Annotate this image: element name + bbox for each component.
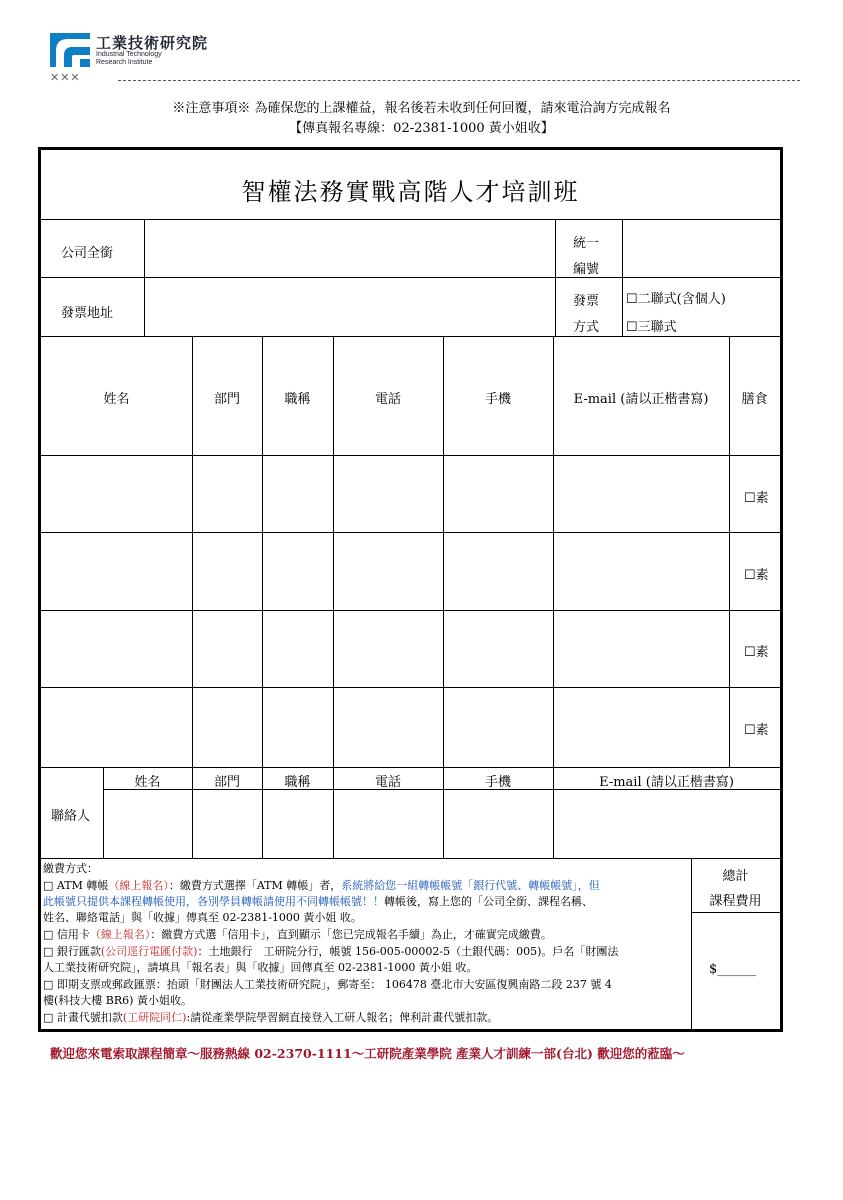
invoice-option-three-part[interactable]: ☐三聯式 (626, 320, 677, 335)
org-name: 工業技術研究院 (96, 34, 209, 52)
payment-atm-text: ：繳費方式選擇「ATM 轉帳」者， (168, 879, 342, 892)
meal-vegetarian-checkbox[interactable]: ☐素 (744, 491, 769, 506)
invoice-type-label-1: 發票 (573, 294, 600, 309)
row-divider (41, 767, 780, 768)
payment-atm-online: （線上報名） (108, 879, 169, 892)
payment-credit-label: □ 信用卡 (43, 928, 90, 941)
payment-bank-line (43, 945, 618, 959)
form-title: 智權法務實戰高階人才培訓班 (241, 178, 580, 206)
fax-line: 【傳真報名專線：02-2381-1000 黃小姐收】 (289, 121, 554, 136)
tax-id-label-2: 編號 (573, 262, 600, 277)
org-name-en-line1: Industrial Technology (96, 51, 162, 58)
payment-credit-text: ：繳費方式選「信用卡」，直到顯示「您已完成報名手續」為止，才確實完成繳費。 (150, 928, 552, 941)
contact-col-mobile: 手機 (484, 775, 511, 790)
row-divider (41, 610, 780, 611)
payment-project-label: □ 計畫代號扣款 (43, 1011, 123, 1024)
col-header-dept: 部門 (213, 392, 240, 407)
tax-id-label-1: 統一 (573, 236, 600, 251)
row-divider (41, 455, 780, 456)
row-divider (41, 687, 780, 688)
total-amount-field[interactable]: $______ (709, 962, 757, 977)
footer-text: 歡迎您來電索取課程簡章～服務熱線 02-2370-1111～工研院產業學院 產業人才訓練一部(台北) 歡迎您的蒞臨～ (50, 1046, 685, 1061)
payment-project-line (43, 1011, 498, 1025)
total-label-1: 總計 (722, 869, 749, 884)
payment-project-note: (工研院同仁) (122, 1011, 187, 1024)
payment-check-line-2: 樓(科技大樓 BR6) 黃小姐收。 (43, 994, 192, 1007)
invoice-option-two-part[interactable]: ☐二聯式(含個人) (626, 292, 726, 307)
payment-heading: 繳費方式： (43, 862, 98, 875)
payment-atm-line (43, 879, 600, 893)
col-divider (144, 219, 145, 337)
org-name-en-line2: Research Institute (96, 59, 153, 66)
contact-col-email: E-mail (請以正楷書寫) (599, 775, 734, 790)
payment-atm-text-2: 轉帳後，寫上您的「公司全銜、課程名稱、 (384, 895, 593, 908)
payment-bank-label: □ 銀行匯款 (43, 945, 101, 958)
contact-col-dept: 部門 (213, 775, 240, 790)
contact-label: 聯絡人 (51, 809, 91, 824)
invoice-address-label: 發票地址 (61, 306, 114, 321)
invoice-type-label-2: 方式 (573, 320, 600, 335)
payment-credit-online: （線上報名） (89, 928, 151, 941)
payment-bank-note: (公司逕行電匯付款) (100, 945, 198, 958)
col-header-email: E-mail (請以正楷書寫) (573, 392, 709, 407)
contact-col-title: 職稱 (284, 775, 311, 790)
payment-atm-note: 系統將給您一組轉帳帳號「銀行代號、轉帳帳號」，但 (341, 879, 600, 892)
row-divider (41, 277, 780, 278)
row-divider (41, 858, 780, 859)
col-header-meal: 膳食 (741, 392, 768, 407)
payment-project-text: :請從產業學院學習網直接登入工研人報名；俾利計畫代號扣款。 (186, 1011, 499, 1024)
col-header-name: 姓名 (103, 392, 130, 407)
col-divider (622, 219, 623, 337)
payment-atm-line-3: 姓名、聯絡電話」與「收據」傳真至 02-2381-1000 黃小姐 收。 (43, 911, 362, 924)
meal-vegetarian-checkbox[interactable]: ☐素 (744, 645, 769, 660)
col-header-mobile: 手機 (484, 392, 511, 407)
row-divider (41, 336, 780, 337)
notice-text: ※注意事項※ 為確保您的上課權益，報名後若未收到任何回覆，請來電洽詢方完成報名 (172, 101, 671, 116)
registration-form (38, 147, 783, 1032)
meal-vegetarian-checkbox[interactable]: ☐素 (744, 723, 769, 738)
decoration-marks: ✕✕✕ (50, 71, 81, 84)
payment-credit-line (43, 928, 552, 942)
payment-bank-line-2: 人工業技術研究院」，請填具「報名表」與「收據」回傳真至 02-2381-1000 黃小姐 收。 (43, 961, 478, 974)
header-divider (118, 80, 800, 81)
contact-col-phone: 電話 (374, 775, 401, 790)
payment-check-line: □ 即期支票或郵政匯票：抬頭「財團法人工業技術研究院」，郵寄至： 106478 臺北市大安區復興南路二段 237 號 4 (43, 978, 612, 991)
col-header-title: 職稱 (284, 392, 311, 407)
company-label: 公司全銜 (61, 246, 114, 261)
payment-atm-line-2 (43, 895, 593, 909)
total-label-2: 課程費用 (709, 894, 762, 909)
itri-logo-icon (50, 33, 90, 67)
row-divider (41, 219, 780, 220)
col-header-phone: 電話 (374, 392, 401, 407)
payment-atm-note-2: 此帳號只提供本課程轉帳使用，各別學員轉帳請使用不同轉帳帳號！！ (43, 895, 384, 908)
payment-bank-text: ：土地銀行 工研院分行，帳號 156-005-00002-5（土銀代碼：005)。戶名「財團法 (197, 945, 619, 958)
contact-col-name: 姓名 (134, 775, 161, 790)
row-divider (41, 532, 780, 533)
payment-atm-label: □ ATM 轉帳 (43, 879, 109, 892)
meal-vegetarian-checkbox[interactable]: ☐素 (744, 568, 769, 583)
row-divider (691, 912, 780, 913)
col-divider (555, 219, 556, 337)
